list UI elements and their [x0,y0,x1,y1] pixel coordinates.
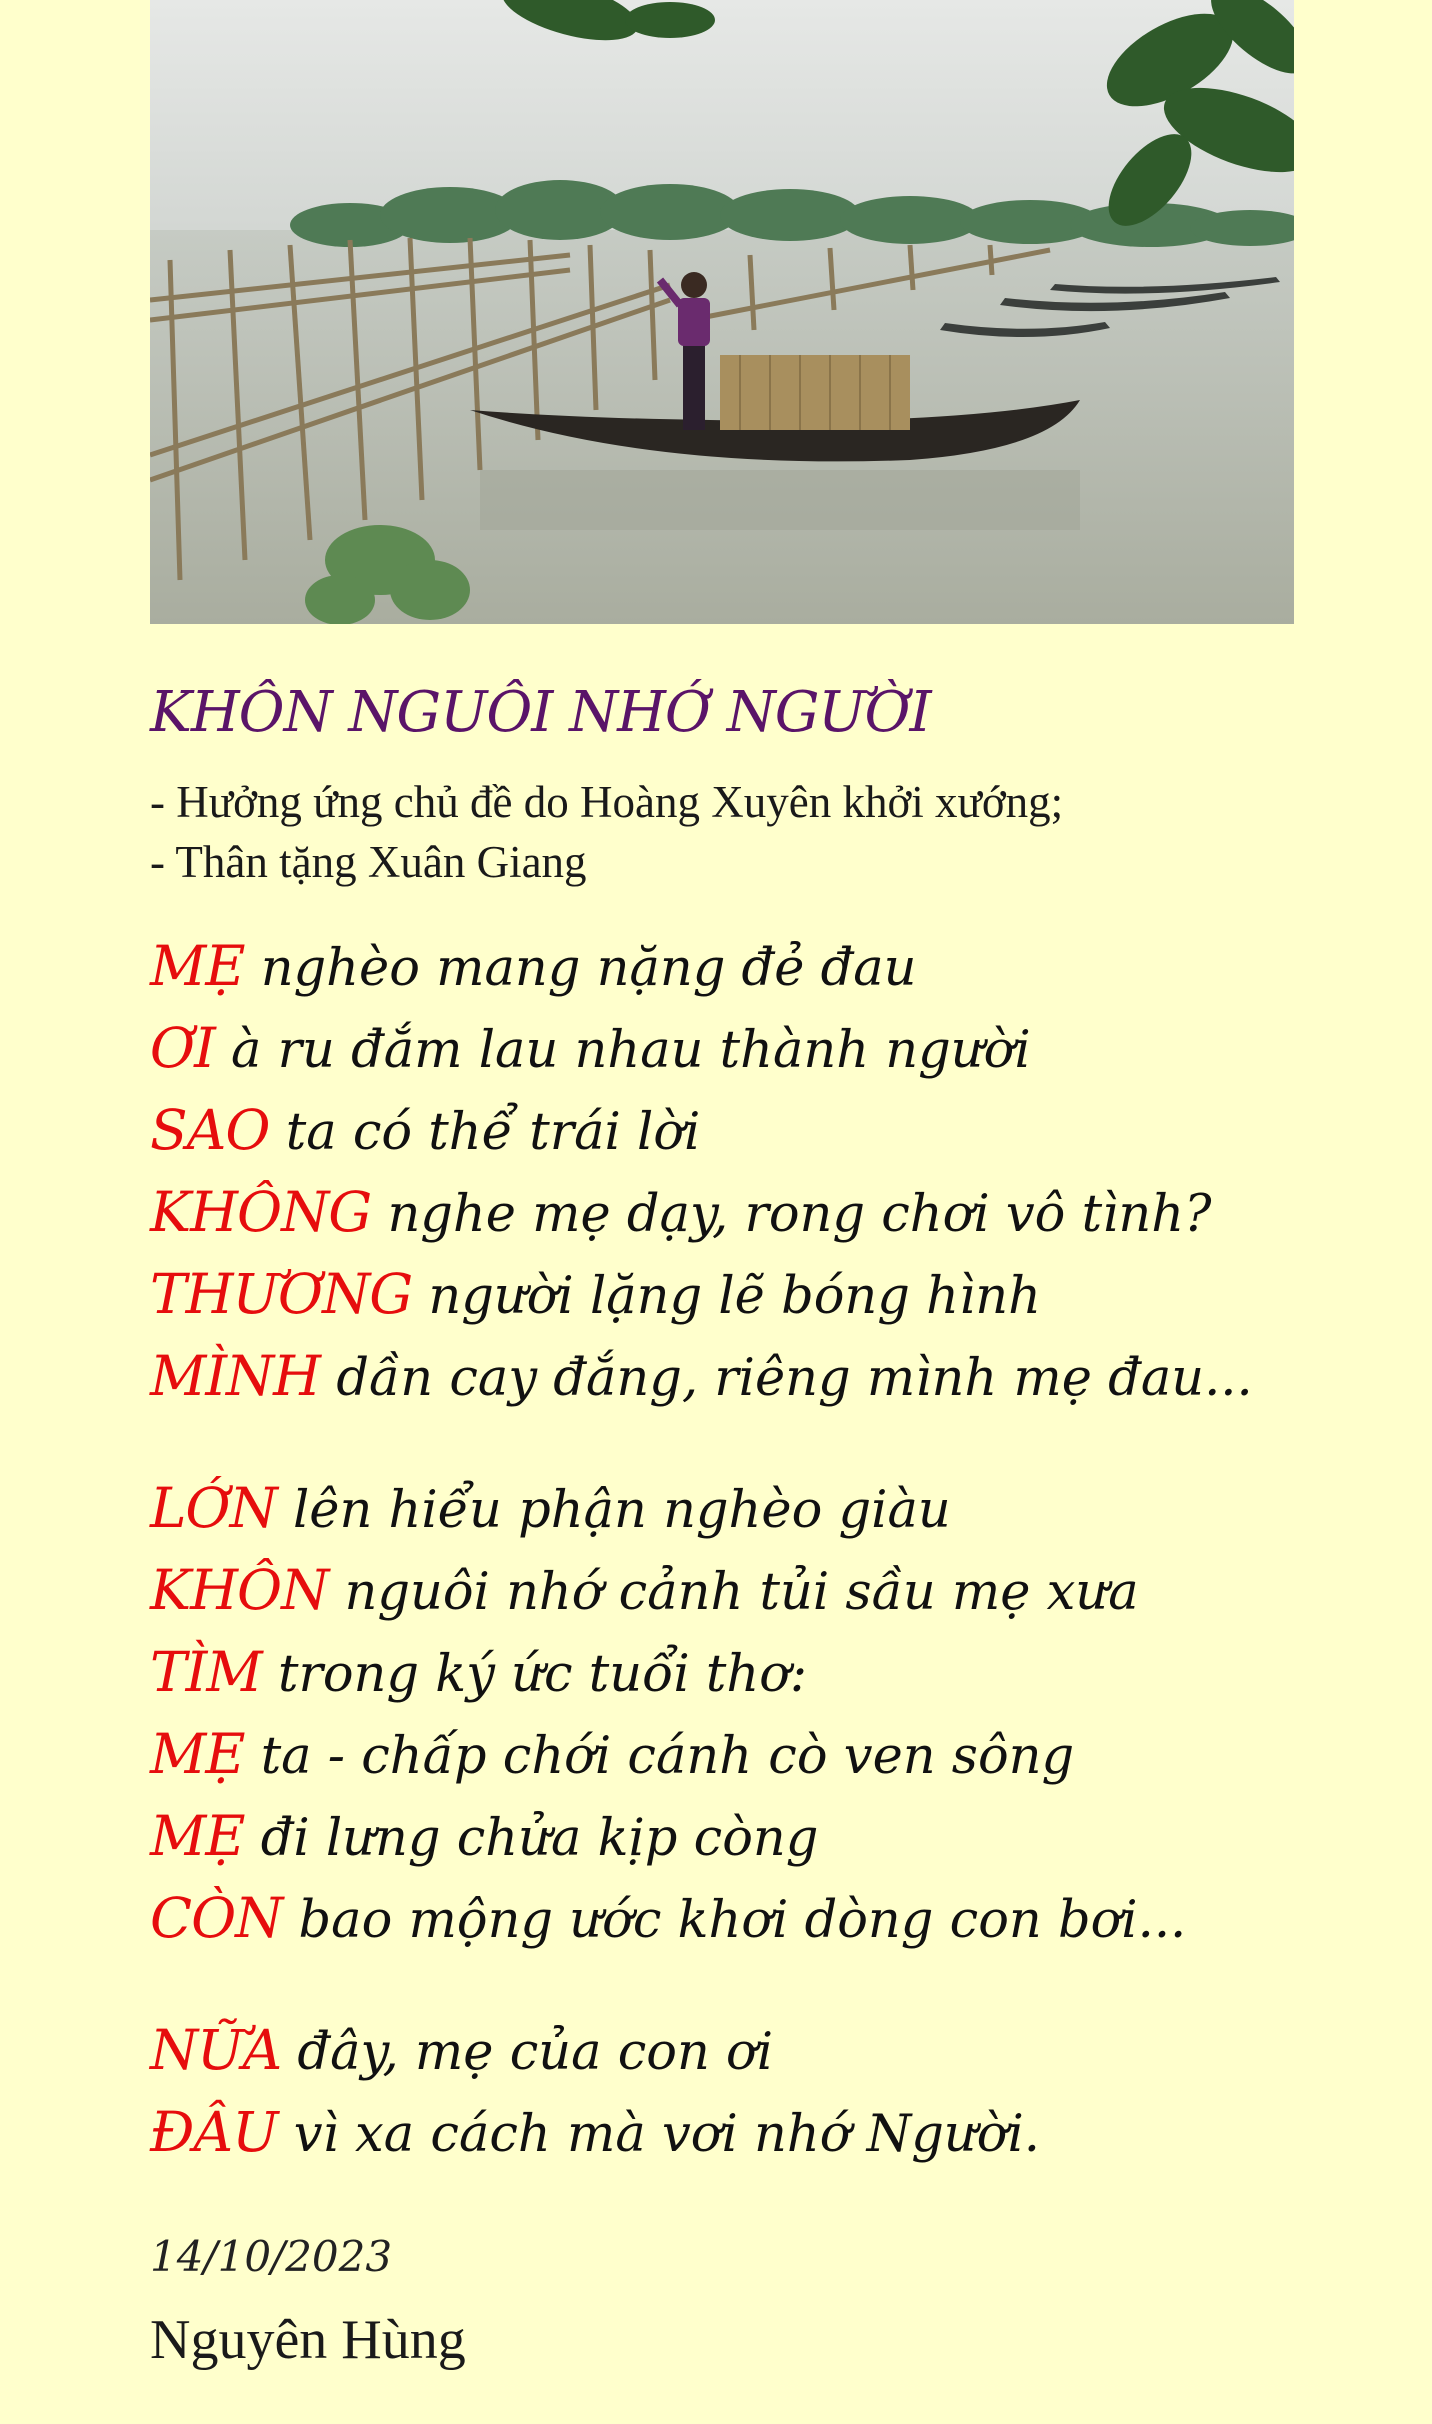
line-text: ta có thể trái lời [285,1103,701,1162]
acrostic-word: CÒN [150,1886,283,1950]
acrostic-word: MẸ [150,934,245,998]
line-text: người lặng lẽ bóng hình [428,1267,1041,1326]
poem-title: KHÔN NGUÔI NHỚ NGƯỜI [150,680,931,745]
acrostic-word: SAO [150,1098,270,1162]
poem-line [150,1467,1253,1549]
acrostic-word: NỮA [150,2018,282,2082]
poem-line [150,1171,1253,1253]
line-text: nghèo mang nặng đẻ đau [260,939,917,998]
acrostic-word: MẸ [150,1804,245,1868]
poem-line [150,2091,1253,2173]
acrostic-word: THƯƠNG [150,1262,413,1326]
poem-line [150,1795,1253,1877]
line-text: đây, mẹ của con ơi [297,2023,774,2082]
stanza [150,1467,1253,1959]
acrostic-word: ƠI [150,1016,215,1080]
line-text: à ru đắm lau nhau thành người [231,1021,1031,1080]
poem-line [150,1713,1253,1795]
stanza [150,925,1253,1417]
poem-date: 14/10/2023 [150,2232,393,2281]
poem-line [150,1007,1253,1089]
acrostic-word: TÌM [150,1640,262,1704]
poem-line [150,1877,1253,1959]
line-text: bao mộng ước khơi dòng con bơi... [298,1891,1187,1950]
poem-author: Nguyên Hùng [150,2309,466,2371]
dedications [150,772,1063,892]
line-text: trong ký ức tuổi thơ: [277,1645,808,1704]
stanza [150,2009,1253,2173]
poem-line [150,1089,1253,1171]
acrostic-word: ĐÂU [150,2100,278,2164]
line-text: nguôi nhớ cảnh tủi sầu mẹ xưa [344,1563,1139,1622]
poem-line [150,1253,1253,1335]
line-text: dần cay đắng, riêng mình mẹ đau... [336,1349,1253,1408]
poem-line [150,1549,1253,1631]
line-text: ta - chấp chới cánh cò ven sông [260,1727,1075,1786]
header-photo [150,0,1294,624]
acrostic-word: KHÔN [150,1558,329,1622]
line-text: lên hiểu phận nghèo giàu [292,1481,951,1540]
line-text: đi lưng chửa kịp còng [260,1809,819,1868]
poem-body [150,925,1253,2173]
line-text: nghe mẹ dạy, rong chơi vô tình? [387,1185,1212,1244]
acrostic-word: MẸ [150,1722,245,1786]
poem-line [150,925,1253,1007]
dedication-line: - Hưởng ứng chủ đề do Hoàng Xuyên khởi xướng; [150,777,1064,827]
poem-line [150,1631,1253,1713]
poem-line [150,2009,1253,2091]
poem-line [150,1335,1253,1417]
acrostic-word: MÌNH [150,1344,321,1408]
acrostic-word: LỚN [150,1476,277,1540]
dedication-line: - Thân tặng Xuân Giang [150,837,587,887]
line-text: vì xa cách mà vơi nhớ Người. [293,2105,1040,2164]
acrostic-word: KHÔNG [150,1180,372,1244]
